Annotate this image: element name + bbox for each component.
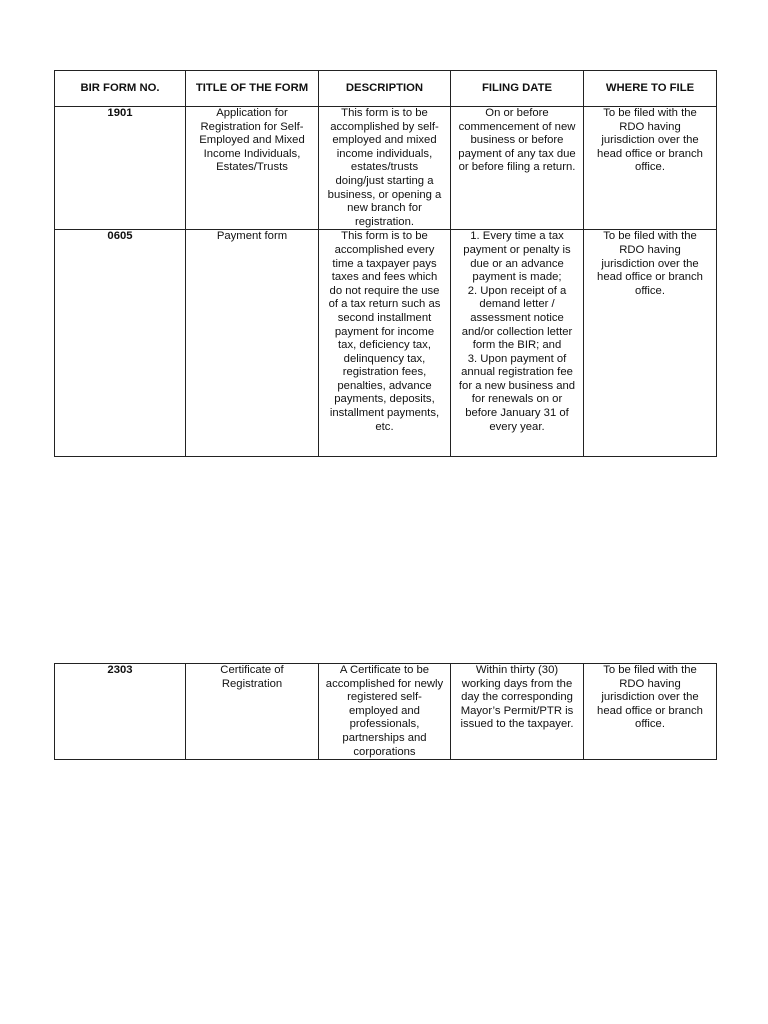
header-form-no: BIR FORM NO. [55, 71, 186, 107]
table-header-row [55, 71, 717, 107]
header-filing-date: FILING DATE [451, 71, 584, 107]
form-title-cell: Application for Registration for Self- Employed and Mixed Income Individuals, Estates/Trusts [186, 107, 319, 230]
filing-date-cell: 1. Every time a tax payment or penalty is due or an advance payment is made; 2. Upon receipt of a demand letter / assessment notice and/or collection letter form the BIR; and 3. Upon payment of annual registration fee for a new business and for renewals on or before January 31 of every year. [451, 230, 584, 457]
where-to-file-cell: To be filed with the RDO having jurisdiction over the head office or branch office. [584, 107, 717, 230]
bir-forms-table-continued [54, 663, 717, 760]
form-number-cell: 0605 [55, 230, 186, 457]
form-title-cell: Payment form [186, 230, 319, 457]
table-row [55, 664, 717, 760]
header-description: DESCRIPTION [319, 71, 451, 107]
filing-date-cell: Within thirty (30) working days from the day the corresponding Mayor’s Permit/PTR is issued to the taxpayer. [451, 664, 584, 760]
form-description-cell: A Certificate to be accomplished for newly registered self- employed and professionals, partnerships and corporations [319, 664, 451, 760]
form-number-cell: 2303 [55, 664, 186, 760]
form-title-cell: Certificate of Registration [186, 664, 319, 760]
where-to-file-cell: To be filed with the RDO having jurisdiction over the head office or branch office. [584, 230, 717, 457]
form-description-cell: This form is to be accomplished by self- employed and mixed income individuals, estates/trusts doing/just starting a business, or opening a new branch for registration. [319, 107, 451, 230]
form-description-cell: This form is to be accomplished every time a taxpayer pays taxes and fees which do not require the use of a tax return such as second installment payment for income tax, deficiency tax, delinquency tax, registration fees, penalties, advance payments, deposits, installment payments, etc. [319, 230, 451, 457]
where-to-file-cell: To be filed with the RDO having jurisdiction over the head office or branch office. [584, 664, 717, 760]
bir-forms-table [54, 70, 717, 457]
table-row [55, 230, 717, 457]
header-title: TITLE OF THE FORM [186, 71, 319, 107]
filing-date-cell: On or before commencement of new business or before payment of any tax due or before filing a return. [451, 107, 584, 230]
table-row [55, 107, 717, 230]
form-number-cell: 1901 [55, 107, 186, 230]
header-where-to-file: WHERE TO FILE [584, 71, 717, 107]
